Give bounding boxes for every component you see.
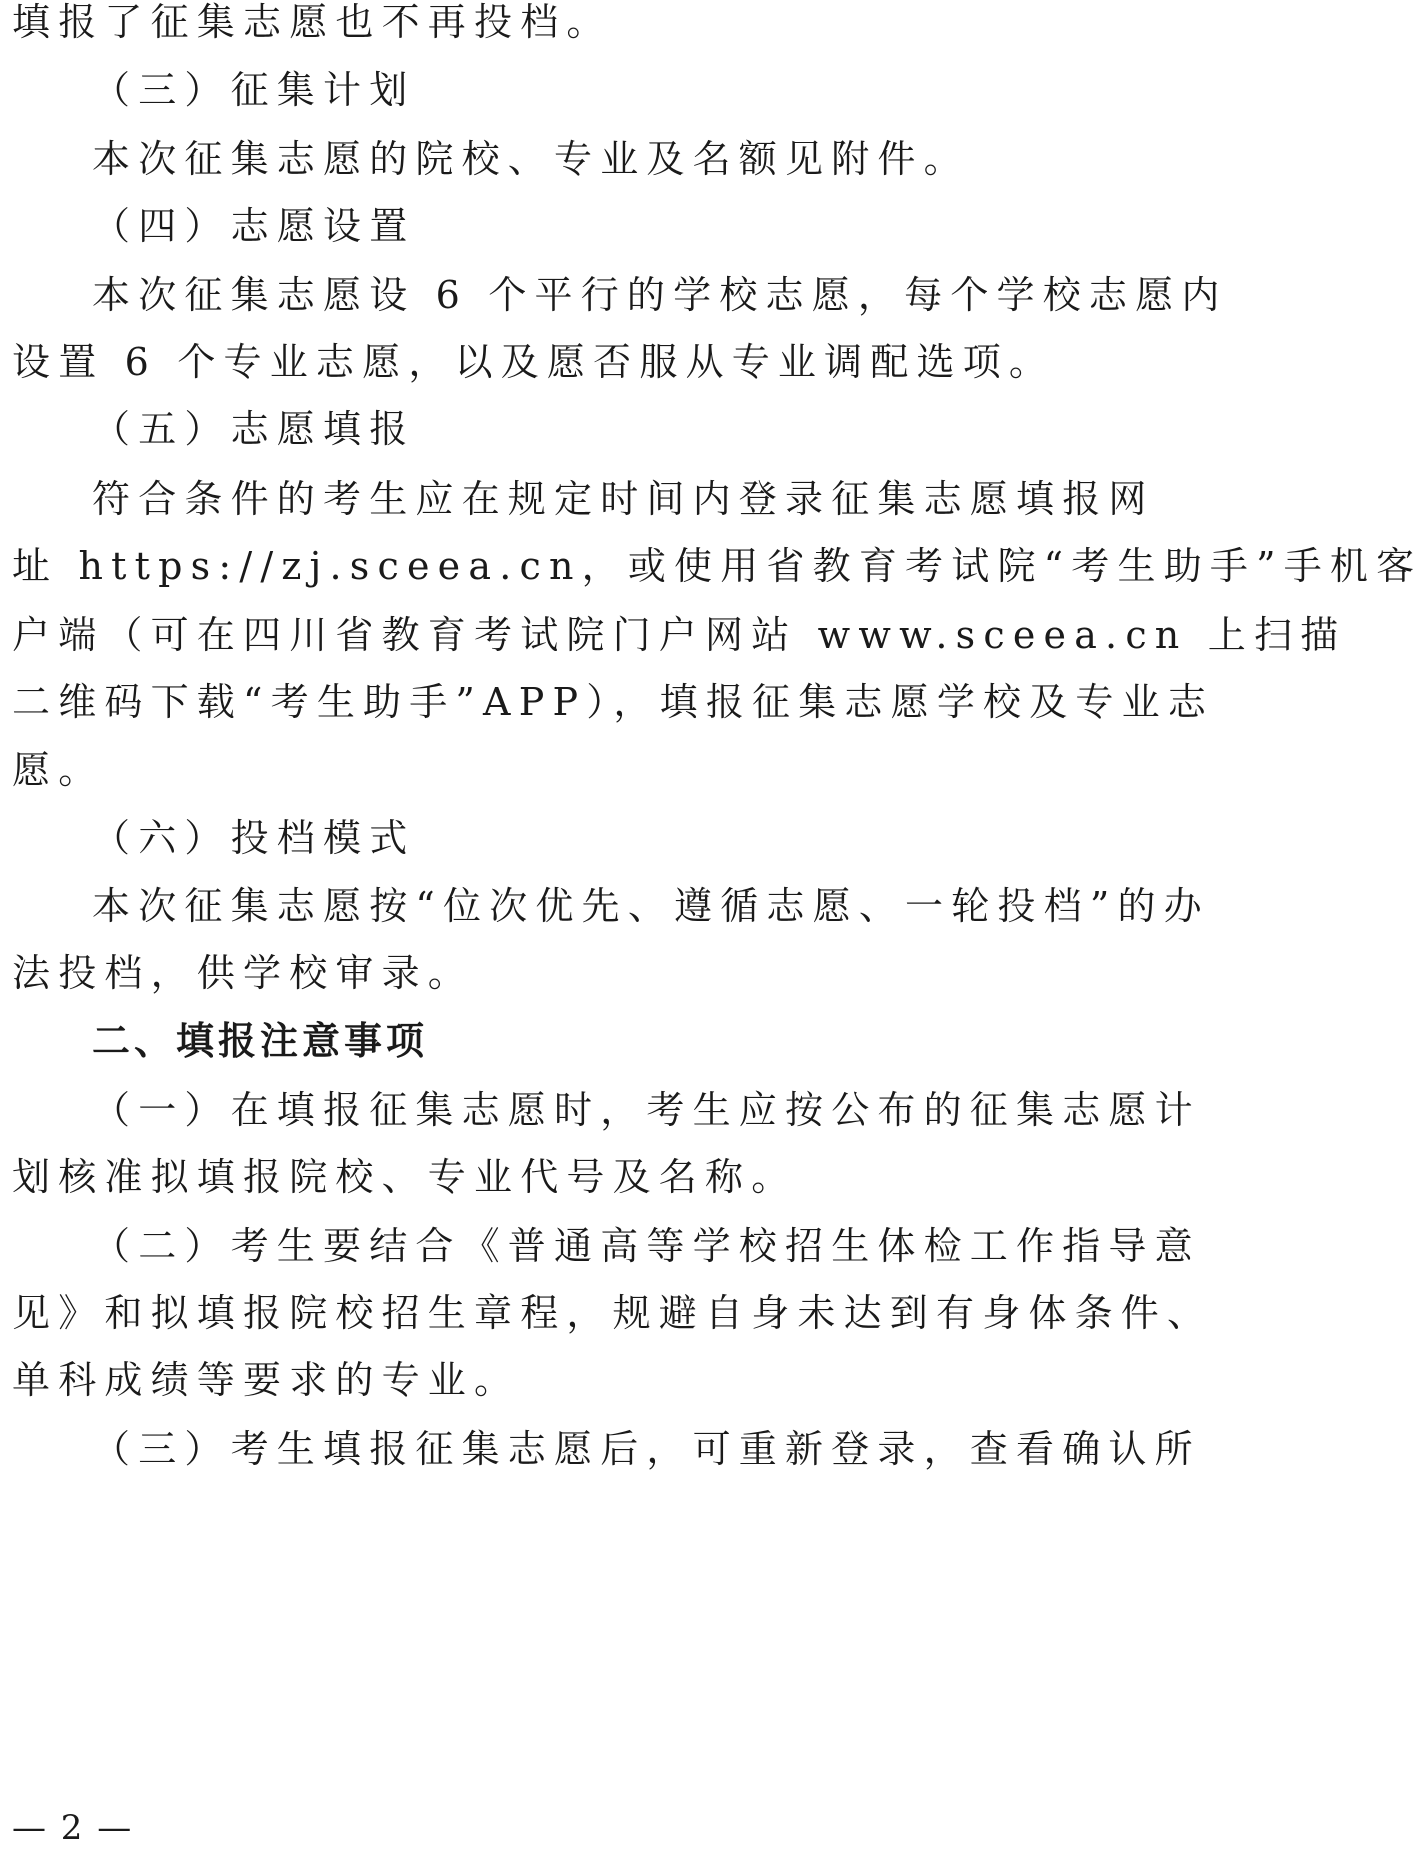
text-line-6: 设置 6 个专业志愿，以及愿否服从专业调配选项。 [12,340,1056,384]
section-heading-mode: （六）投档模式 [92,816,416,860]
text-line-3: 本次征集志愿的院校、专业及名额见附件。 [92,137,970,181]
section-heading-settings: （四）志愿设置 [92,204,416,248]
text-line-11: 二维码下载“考生助手”APP），填报征集志愿学校及专业志 [12,680,1215,724]
text-line-17: （一）在填报征集志愿时，考生应按公布的征集志愿计 [92,1088,1201,1132]
text-line-8: 符合条件的考生应在规定时间内登录征集志愿填报网 [92,477,1155,521]
page-number: — 2 — [12,1808,134,1848]
chapter-heading-notes: 二、填报注意事项 [92,1019,429,1063]
text-line-21: 单科成绩等要求的专业。 [12,1358,521,1402]
text-line-1: 填报了征集志愿也不再投档。 [12,0,613,44]
text-line-12: 愿。 [12,748,105,792]
text-line-19: （二）考生要结合《普通高等学校招生体检工作指导意 [92,1224,1201,1268]
text-line-10: 户端（可在四川省教育考试院门户网站 www.sceea.cn 上扫描 [12,613,1347,657]
text-line-18: 划核准拟填报院校、专业代号及名称。 [12,1155,798,1199]
section-heading-filling: （五）志愿填报 [92,407,416,451]
text-line-15: 法投档，供学校审录。 [12,951,475,995]
section-heading-plan: （三）征集计划 [92,68,416,112]
text-line-22: （三）考生填报征集志愿后，可重新登录，查看确认所 [92,1427,1201,1471]
text-line-14: 本次征集志愿按“位次优先、遵循志愿、一轮投档”的办 [92,884,1210,928]
text-line-5: 本次征集志愿设 6 个平行的学校志愿，每个学校志愿内 [92,273,1228,317]
text-line-9: 址 https://zj.sceea.cn，或使用省教育考试院“考生助手”手机客 [12,544,1422,588]
text-line-20: 见》和拟填报院校招生章程，规避自身未达到有身体条件、 [12,1291,1214,1335]
